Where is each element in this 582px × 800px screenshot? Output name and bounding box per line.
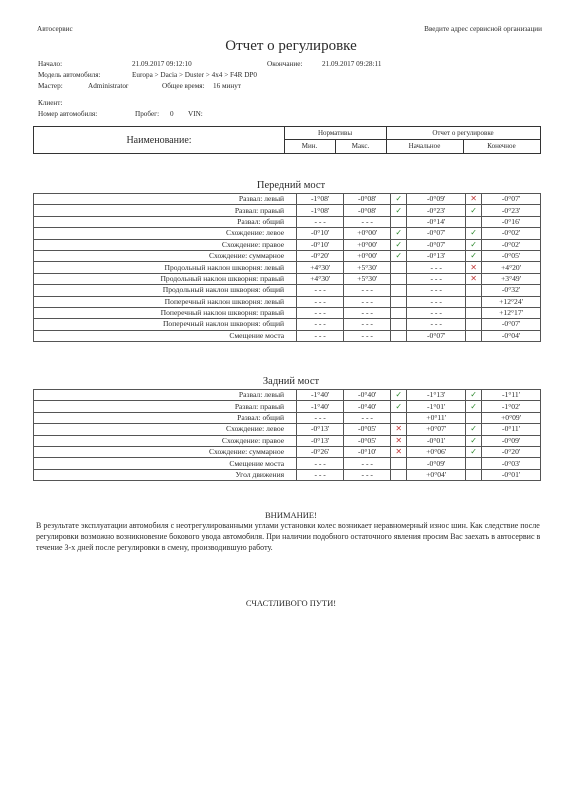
max-value: -0°05' [344,435,391,446]
table-row [34,205,541,216]
min-value: -1°40' [297,401,344,412]
parameter-name: Поперечный наклон шкворня: правый [34,307,297,318]
start-value: 21.09.2017 09:12:10 [132,60,192,68]
final-value: -0°02' [482,228,541,239]
initial-value: - - - [407,273,466,284]
max-value: +0°00' [344,239,391,250]
warning-text: В результате эксплуатации автомобиля с неотрегулированными углами установки колес возникает неравномерный износ шин. Как следствие после регулировки возможно возникновение бокового увода автомобиля. При наличии подобного остаточного явления просим Вас заехать в автосервис в течение 3-х дней после регулировки в смену, производившую работу. [36,521,541,552]
initial-status-icon [391,469,407,480]
final-value: -0°03' [482,458,541,469]
final-status-icon: ✓ [466,228,482,239]
parameter-name: Схождение: суммарное [34,250,297,261]
table-row [34,239,541,250]
final-status-icon: ✕ [466,273,482,284]
max-value: - - - [344,296,391,307]
max-value: -0°08' [344,194,391,205]
parameter-name: Продольный наклон шкворня: левый [34,262,297,273]
final-value: +4°20' [482,262,541,273]
final-status-icon [466,458,482,469]
org-name: Автосервис [37,25,73,33]
table-row [34,390,541,401]
min-value: -0°13' [297,424,344,435]
max-value: - - - [344,307,391,318]
final-value: -1°02' [482,401,541,412]
header-divider [284,139,540,140]
client-label: Клиент: [38,99,63,107]
min-header: Мин. [301,142,318,150]
end-label: Окончание: [267,60,303,68]
max-value: -0°40' [344,390,391,401]
max-value: +0°00' [344,250,391,261]
front-axle-table [33,193,541,342]
max-header: Макс. [351,142,370,150]
initial-value: -1°01' [407,401,466,412]
table-row [34,424,541,435]
table-row [34,250,541,261]
initial-status-icon [391,216,407,227]
initial-value: -0°07' [407,228,466,239]
final-status-icon: ✓ [466,424,482,435]
parameter-name: Продольный наклон шкворня: общий [34,285,297,296]
initial-value: - - - [407,285,466,296]
report-header: Отчет о регулировке [432,129,494,137]
initial-header: Начальное [408,142,441,150]
initial-value: - - - [407,319,466,330]
initial-status-icon: ✓ [391,228,407,239]
max-value: +5°30' [344,262,391,273]
parameter-name: Развал: общий [34,216,297,227]
final-status-icon: ✓ [466,390,482,401]
name-column-header: Наименование: [126,135,192,146]
master-label: Мастер: [38,82,63,90]
final-status-icon: ✕ [466,262,482,273]
final-status-icon: ✓ [466,239,482,250]
initial-status-icon: ✓ [391,250,407,261]
parameter-name: Развал: левый [34,194,297,205]
end-value: 21.09.2017 09:28:11 [322,60,382,68]
initial-status-icon [391,296,407,307]
plate-label: Номер автомобиля: [38,110,98,118]
table-row [34,330,541,341]
final-status-icon: ✕ [466,194,482,205]
initial-value: -0°07' [407,239,466,250]
model-label: Модель автомобиля: [38,71,101,79]
min-value: -1°40' [297,390,344,401]
initial-value: - - - [407,296,466,307]
initial-status-icon [391,273,407,284]
table-row [34,458,541,469]
initial-status-icon: ✕ [391,424,407,435]
min-value: -1°08' [297,205,344,216]
initial-value: - - - [407,262,466,273]
initial-status-icon: ✓ [391,205,407,216]
max-value: - - - [344,412,391,423]
initial-status-icon [391,307,407,318]
min-value: -0°26' [297,446,344,457]
table-row [34,194,541,205]
final-status-icon [466,469,482,480]
parameter-name: Поперечный наклон шкворня: общий [34,319,297,330]
max-value: -0°10' [344,446,391,457]
final-value: -0°04' [482,330,541,341]
page-title: Отчет о регулировке [225,38,357,54]
table-row [34,412,541,423]
min-value: -0°13' [297,435,344,446]
final-status-icon: ✓ [466,250,482,261]
final-value: +0°09' [482,412,541,423]
final-value: +12°17' [482,307,541,318]
min-value: - - - [297,330,344,341]
final-value: -0°16' [482,216,541,227]
final-value: -1°11' [482,390,541,401]
final-header: Конечное [487,142,516,150]
min-value: -0°10' [297,239,344,250]
initial-value: -1°13' [407,390,466,401]
initial-status-icon [391,458,407,469]
model-value: Europa > Dacia > Duster > 4x4 > F4R DP0 [132,71,258,79]
final-status-icon: ✓ [466,205,482,216]
org-address: Введите адрес сервисной организации [424,25,542,33]
final-value: -0°32' [482,285,541,296]
min-value: -1°08' [297,194,344,205]
initial-value: -0°23' [407,205,466,216]
initial-status-icon: ✓ [391,239,407,250]
initial-value: -0°14' [407,216,466,227]
min-value: +4°30' [297,273,344,284]
min-value: - - - [297,469,344,480]
initial-status-icon: ✕ [391,435,407,446]
vin-label: VIN: [188,110,203,118]
table-row [34,216,541,227]
table-row [34,262,541,273]
final-value: -0°20' [482,446,541,457]
parameter-name: Схождение: левое [34,424,297,435]
final-value: -0°01' [482,469,541,480]
warning-title: ВНИМАНИЕ! [265,510,317,520]
parameter-name: Развал: правый [34,205,297,216]
mileage-value: 0 [170,110,174,118]
final-status-icon [466,412,482,423]
parameter-name: Схождение: правое [34,435,297,446]
total-time-value: 16 минут [213,82,241,90]
initial-value: -0°13' [407,250,466,261]
min-value: - - - [297,216,344,227]
closing-text: СЧАСТЛИВОГО ПУТИ! [245,598,337,608]
max-value: -0°08' [344,205,391,216]
final-status-icon [466,296,482,307]
parameter-name: Смещение моста [34,330,297,341]
parameter-name: Смещение моста [34,458,297,469]
table-row [34,319,541,330]
table-row [34,296,541,307]
initial-status-icon [391,285,407,296]
table-row [34,228,541,239]
parameter-name: Развал: левый [34,390,297,401]
rear-axle-title: Задний мост [262,376,320,387]
initial-value: +0°04' [407,469,466,480]
max-value: - - - [344,330,391,341]
final-value: +3°49' [482,273,541,284]
rear-axle-table [33,389,541,481]
parameter-name: Схождение: суммарное [34,446,297,457]
final-value: -0°07' [482,319,541,330]
min-value: - - - [297,285,344,296]
final-value: +12°24' [482,296,541,307]
parameter-name: Схождение: правое [34,239,297,250]
initial-value: -0°09' [407,194,466,205]
min-value: - - - [297,458,344,469]
min-value: +4°30' [297,262,344,273]
final-status-icon: ✓ [466,446,482,457]
parameter-name: Схождение: левое [34,228,297,239]
min-value: - - - [297,319,344,330]
min-value: -0°10' [297,228,344,239]
final-status-icon [466,307,482,318]
start-label: Начало: [38,60,63,68]
initial-value: -0°07' [407,330,466,341]
min-value: - - - [297,296,344,307]
initial-status-icon: ✓ [391,390,407,401]
final-value: -0°02' [482,239,541,250]
table-row [34,273,541,284]
final-value: -0°23' [482,205,541,216]
max-value: -0°40' [344,401,391,412]
final-value: -0°07' [482,194,541,205]
total-time-label: Общее время: [162,82,205,90]
table-row [34,285,541,296]
table-row [34,401,541,412]
max-value: +0°00' [344,228,391,239]
initial-status-icon [391,412,407,423]
table-row [34,435,541,446]
parameter-name: Поперечный наклон шкворня: левый [34,296,297,307]
initial-status-icon [391,330,407,341]
table-row [34,307,541,318]
front-axle-title: Передний мост [256,180,326,191]
report-table-header [33,126,541,154]
max-value: - - - [344,469,391,480]
max-value: - - - [344,285,391,296]
final-status-icon [466,216,482,227]
final-status-icon [466,285,482,296]
max-value: +5°30' [344,273,391,284]
initial-value: - - - [407,307,466,318]
final-value: -0°09' [482,435,541,446]
initial-status-icon: ✓ [391,194,407,205]
max-value: - - - [344,458,391,469]
parameter-name: Развал: правый [34,401,297,412]
table-row [34,446,541,457]
min-value: -0°20' [297,250,344,261]
final-value: -0°05' [482,250,541,261]
max-value: - - - [344,216,391,227]
final-status-icon [466,319,482,330]
master-value: Administrator [88,82,129,90]
parameter-name: Продольный наклон шкворня: правый [34,273,297,284]
parameter-name: Угол движения [34,469,297,480]
mileage-label: Пробег: [135,110,160,118]
min-value: - - - [297,307,344,318]
initial-status-icon: ✓ [391,401,407,412]
initial-status-icon [391,319,407,330]
norms-header: Нормативы [317,129,353,137]
parameter-name: Развал: общий [34,412,297,423]
final-value: -0°11' [482,424,541,435]
initial-value: +0°06' [407,446,466,457]
initial-value: +0°07' [407,424,466,435]
table-row [34,469,541,480]
initial-status-icon: ✕ [391,446,407,457]
max-value: -0°05' [344,424,391,435]
initial-value: -0°09' [407,458,466,469]
min-value: - - - [297,412,344,423]
final-status-icon: ✓ [466,401,482,412]
final-status-icon [466,330,482,341]
max-value: - - - [344,319,391,330]
final-status-icon: ✓ [466,435,482,446]
initial-status-icon [391,262,407,273]
initial-value: +0°11' [407,412,466,423]
initial-value: -0°01' [407,435,466,446]
